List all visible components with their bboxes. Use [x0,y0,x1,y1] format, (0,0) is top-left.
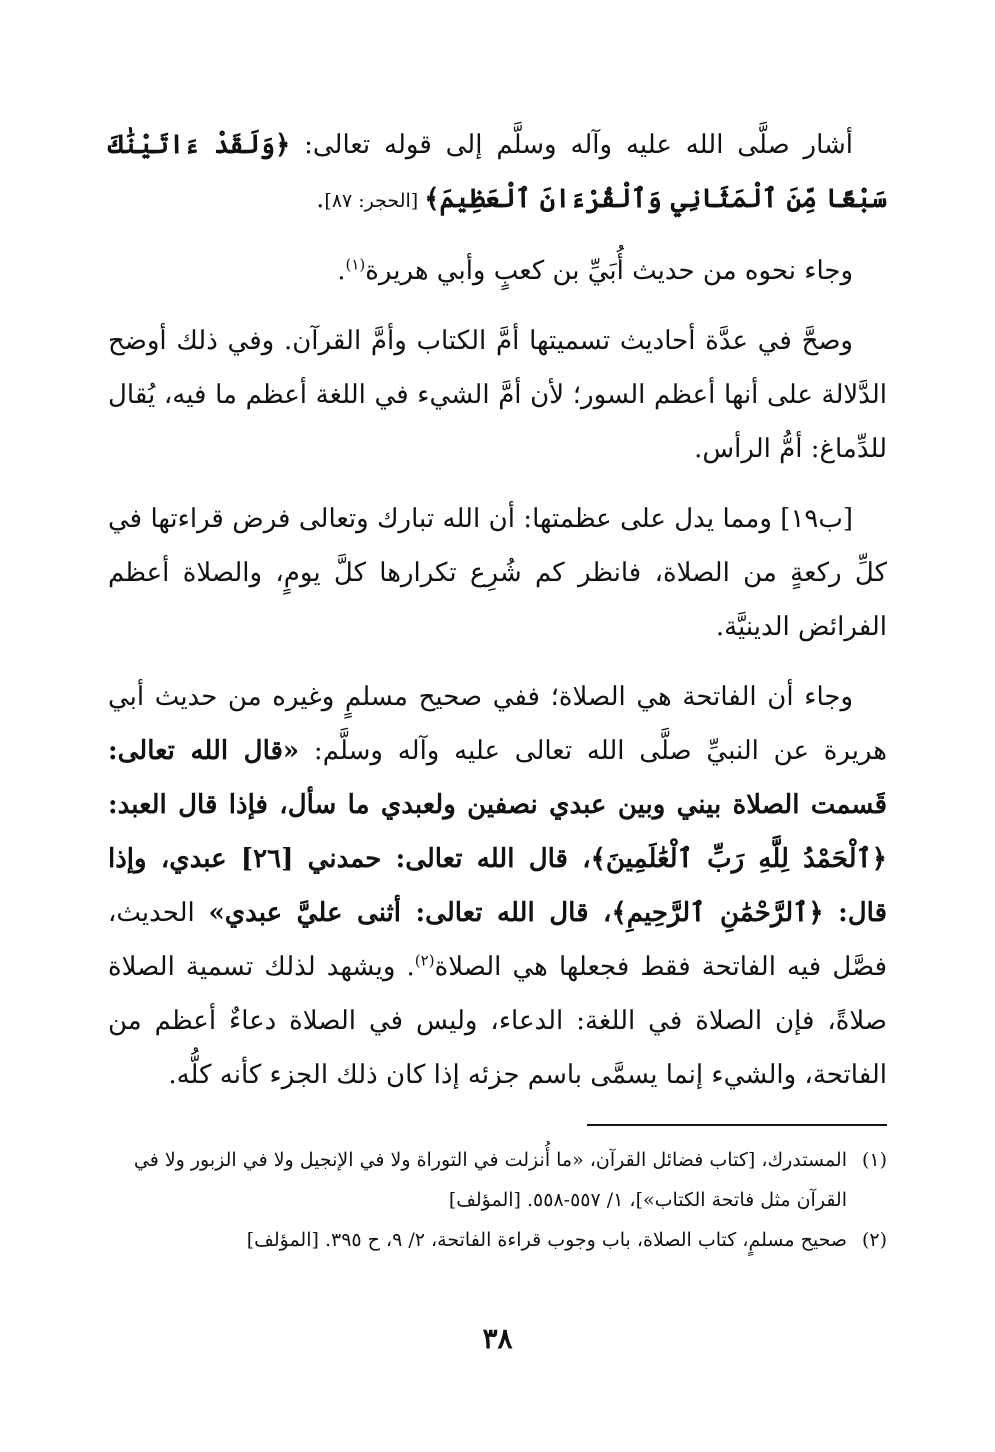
hadith-text-3: ، قال الله تعالى: أثنى عليَّ عبدي» [208,898,612,928]
footnote-2-text: صحيح مسلمٍ، كتاب الصلاة، باب وجوب قراءة الفاتحة، ٢/ ٩، ح ٣٩٥. [المؤلف] [246,1229,847,1251]
footnote-1-number: (١) [861,1149,887,1171]
paragraph-1-text: أشار صلَّى الله عليه وآله وسلَّم إلى قوله تعالى: [290,130,853,160]
paragraph-5-conclusion: . ويشهد لذلك تسمية الصلاة صلاةً، فإن الصلاة في اللغة: الدعاء، وليس في الصلاة دعاءٌ أعظم من الفاتحة، والشيء إنما يسمَّى باسم جزئه إذا كان ذلك الجزء كأنه كلُّه. [108,952,887,1090]
verse-reference: [الحجر: ٨٧] [324,190,425,212]
paragraph-5-intro: وجاء أن الفاتحة هي الصلاة؛ ففي صحيح مسلمٍ وغيره من حديث أبي هريرة عن النبيِّ صلَّى الله تعالى عليه وآله وسلَّم: [108,682,887,766]
paragraph-5 [108,670,887,1102]
paragraph-2: وجاء نحوه من حديث أُبَيِّ بن كعبٍ وأبي هريرة$^{(١)}$. [337,255,853,286]
footnote-1-text: المستدرك، [كتاب فضائل القرآن، «ما أُنزلت في التوراة ولا في الإنجيل ولا في الزبور ولا في القرآن مثل فاتحة الكتاب»]، ١/ ٥٥٧-٥٥٨. [المؤلف] [133,1149,847,1211]
footnotes [108,1140,887,1260]
paragraph-1: أشار صلَّى الله عليه وآله وسلَّم إلى قوله تعالى: ﴿وَلَقَدْ ءَاتَيْنَٰكَ سَبْعًا مِّنَ ٱلْمَثَانِي وَٱلْقُرْءَانَ ٱلْعَظِيمَ﴾ [الحجر: ٨٧]. [108,130,887,214]
footnote-1 [108,1140,887,1220]
footnote-marker-1: (١) [345,255,366,274]
footnote-divider [587,1124,887,1126]
paragraph-3 [108,314,887,476]
paragraph-3-text: وصحَّ في عدَّة أحاديث تسميتها أمَّ الكتاب وأمَّ القرآن. وفي ذلك أوضح الدَّلالة على أنها أعظم السور؛ لأن أمَّ الشيء في اللغة أعظم ما فيه، يُقال للدِّماغ: أمُّ الرأس. [108,326,887,464]
footnote-2 [108,1220,887,1260]
hadith-text-2: ، قال الله تعالى: حمدني [٢٦] عبدي، وإذا قال: [108,844,888,928]
quran-verse-hijr-87: ﴿وَلَقَدْ ءَاتَيْنَٰكَ سَبْعًا مِّنَ ٱلْمَثَانِي وَٱلْقُرْءَانَ ٱلْعَظِيمَ﴾ [108,130,887,214]
paragraph-4-text: [ب١٩] ومما يدل على عظمتها: أن الله تبارك وتعالى فرض قراءتها في كلِّ ركعةٍ من الصلاة، فانظر كم شُرِع تكرارها كلَّ يومٍ، والصلاة أعظم الفرائض الدينيَّة. [108,504,887,642]
paragraph-2-text: وجاء نحوه من حديث أُبَيِّ بن كعبٍ وأبي هريرة [365,256,853,286]
footnote-2-number: (٢) [861,1229,887,1251]
paragraph-4 [108,492,887,654]
quran-verse-fatiha-3: ﴿ٱلرَّحْمَٰنِ ٱلرَّحِيمِ﴾ [611,898,824,928]
quran-verse-fatiha-2: ﴿ٱلْحَمْدُ لِلَّهِ رَبِّ ٱلْعَٰلَمِينَ﴾ [590,844,887,874]
paragraph-5-commentary: الحديث، فصَّل فيه الفاتحة فقط فجعلها هي الصلاة [108,898,888,982]
hadith-text-1: «قال الله تعالى: قَسمت الصلاة بيني وبين عبدي نصفين ولعبدي ما سأل، فإذا قال العبد: [108,736,887,820]
main-text [108,118,887,1102]
page-number: ٣٨ [482,1322,513,1355]
footnote-marker-2: (٢) [414,951,435,970]
